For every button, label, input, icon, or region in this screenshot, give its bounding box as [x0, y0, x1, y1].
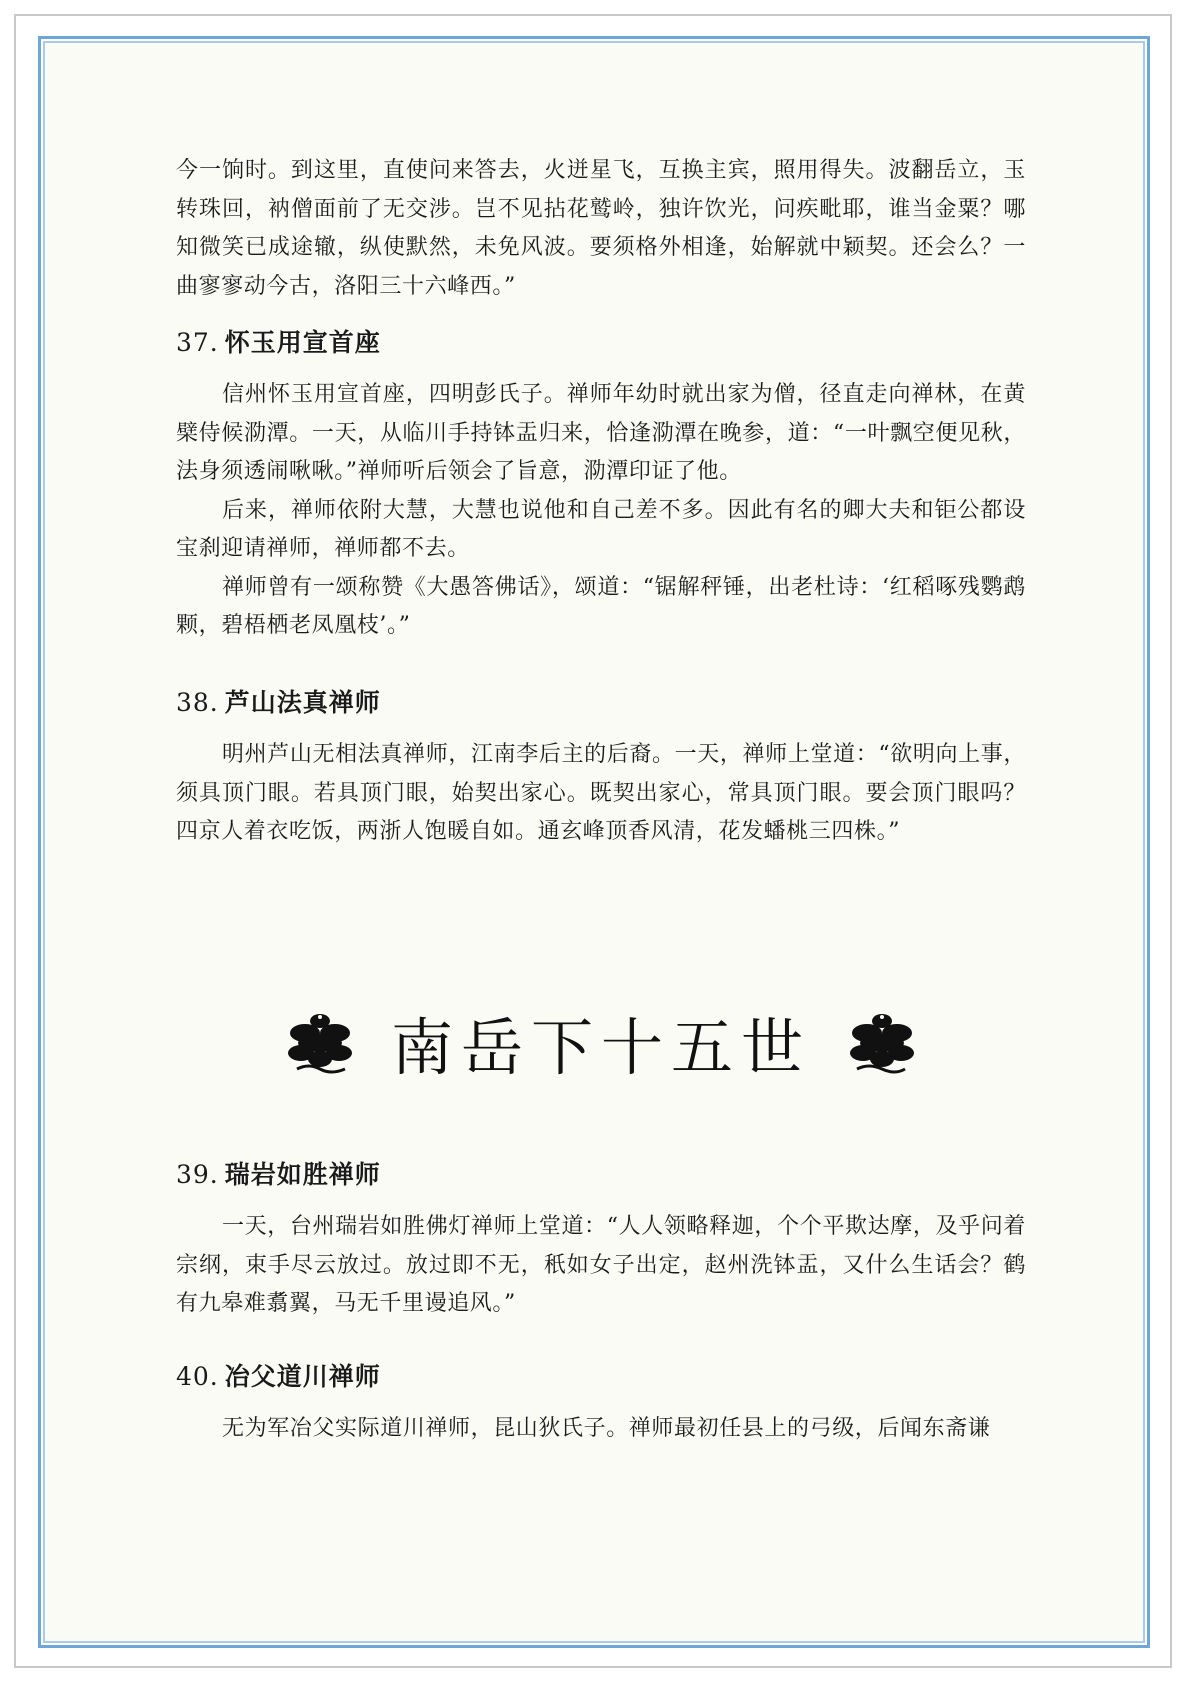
banner-title: 南岳下十五世 [390, 1010, 811, 1084]
section-title: 怀玉用宣首座 [224, 328, 381, 357]
section-banner [176, 992, 1026, 1092]
paragraph: 信州怀玉用宣首座，四明彭氏子。禅师年幼时就出家为僧，径直走向禅林，在黄檗侍候泐潭。一天，从临川手持钵盂归来，恰逢泐潭在晚参，道：“一叶飘空便见秋，法身须透闹啾啾。”禅师听后领会了旨意，泐潭印证了他。 [176, 382, 1026, 484]
section-body-39 [176, 1208, 1026, 1324]
paragraph: 禅师曾有一颂称赞《大愚答佛话》，颂道：“锯解秤锤，出老杜诗：‘红稻啄残鹦鹉颗，碧梧栖老凤凰枝’。” [176, 574, 1026, 638]
continued-paragraph: 今一饷时。到这里，直使问来答去，火迸星飞，互换主宾，照用得失。波翻岳立，玉转珠回，衲僧面前了无交涉。岂不见拈花鹫岭，独许饮光，问疾毗耶，谁当金粟？哪知微笑已成途辙，纵使默然，未免风波。要须格外相逢，始解就中颖契。还会么？一曲寥寥动今古，洛阳三十六峰西。” [176, 158, 1026, 299]
section-number: 38. [176, 688, 219, 717]
section-heading-38 [176, 686, 381, 720]
section-heading-39 [176, 1158, 381, 1192]
section-number: 37. [176, 328, 219, 357]
paragraph: 明州芦山无相法真禅师，江南李后主的后裔。一天，禅师上堂道：“欲明向上事，须具顶门眼。若具顶门眼，始契出家心。既契出家心，常具顶门眼。要会顶门眼吗？四京人着衣吃饭，两浙人饱暖自如。通玄峰顶香风清，花发蟠桃三四株。” [176, 742, 1026, 844]
cloud-ornament-icon [283, 1005, 357, 1079]
section-heading-40 [176, 1360, 381, 1394]
section-title: 芦山法真禅师 [224, 688, 381, 717]
section-title: 瑞岩如胜禅师 [224, 1160, 381, 1189]
section-body-37 [176, 376, 1026, 646]
paragraph: 后来，禅师依附大慧，大慧也说他和自己差不多。因此有名的卿大夫和钜公都设宝刹迎请禅师，禅师都不去。 [176, 497, 1026, 561]
section-heading-37 [176, 326, 381, 360]
section-body-40 [176, 1410, 1026, 1449]
paragraph: 无为军冶父实际道川禅师，昆山狄氏子。禅师最初任县上的弓级，后闻东斋谦 [222, 1416, 991, 1441]
section-number: 39. [176, 1160, 219, 1189]
section-body-38 [176, 736, 1026, 852]
cloud-ornament-icon [845, 1005, 919, 1079]
section-title: 冶父道川禅师 [224, 1362, 381, 1391]
section-number: 40. [176, 1362, 219, 1391]
paragraph: 一天，台州瑞岩如胜佛灯禅师上堂道：“人人领略释迦，个个平欺达摩，及乎问着宗纲，束手尽云放过。放过即不无，秖如女子出定，赵州洗钵盂，又什么生话会？鹤有九皋难翥翼，马无千里谩追风。” [176, 1214, 1026, 1316]
